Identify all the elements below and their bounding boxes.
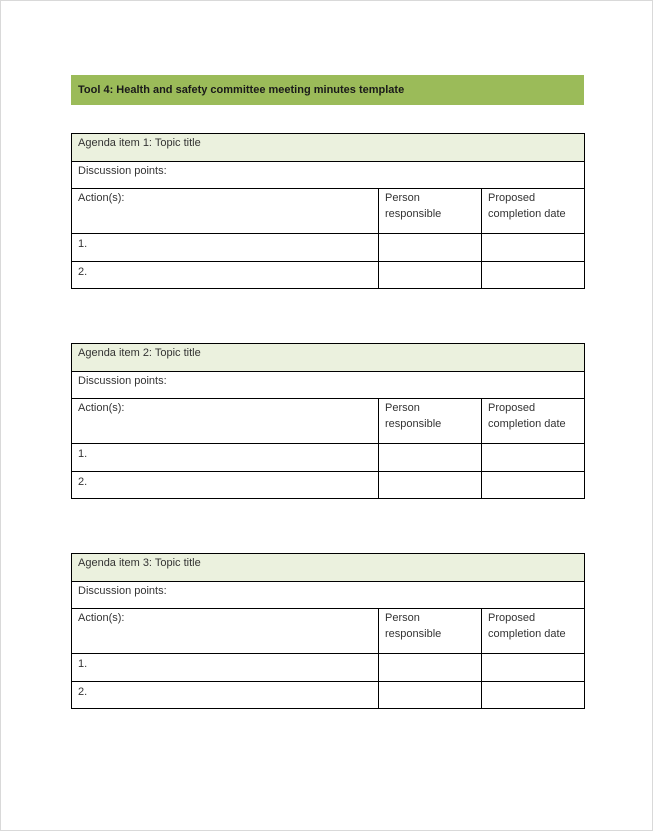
action-row (72, 682, 585, 709)
discussion-row (72, 372, 585, 399)
discussion-points-cell[interactable]: Discussion points: (72, 162, 585, 189)
action-cell[interactable]: 1. (72, 654, 379, 682)
date-cell[interactable] (482, 682, 585, 709)
action-cell[interactable]: 2. (72, 682, 379, 709)
person-cell[interactable] (379, 654, 482, 682)
action-row (72, 262, 585, 289)
date-cell[interactable] (482, 444, 585, 472)
person-cell[interactable] (379, 444, 482, 472)
action-header-row (72, 609, 585, 654)
date-cell[interactable] (482, 262, 585, 289)
action-cell[interactable]: 1. (72, 444, 379, 472)
actions-header[interactable]: Action(s): (72, 399, 379, 444)
agenda-table-1 (71, 133, 585, 289)
discussion-row (72, 582, 585, 609)
topic-row (72, 134, 585, 162)
action-cell[interactable]: 2. (72, 262, 379, 289)
discussion-points-cell[interactable]: Discussion points: (72, 372, 585, 399)
agenda-table-3 (71, 553, 585, 709)
topic-title-cell[interactable]: Agenda item 3: Topic title (72, 554, 585, 582)
topic-title-cell[interactable]: Agenda item 1: Topic title (72, 134, 585, 162)
action-row (72, 472, 585, 499)
date-cell[interactable] (482, 654, 585, 682)
completion-date-header[interactable]: Proposed completion date (482, 609, 585, 654)
document-title: Tool 4: Health and safety committee meeting minutes template (71, 75, 584, 105)
discussion-points-cell[interactable]: Discussion points: (72, 582, 585, 609)
action-cell[interactable]: 1. (72, 234, 379, 262)
person-responsible-header[interactable]: Person responsible (379, 399, 482, 444)
discussion-row (72, 162, 585, 189)
date-cell[interactable] (482, 234, 585, 262)
person-cell[interactable] (379, 682, 482, 709)
action-row (72, 654, 585, 682)
action-header-row (72, 189, 585, 234)
action-row (72, 234, 585, 262)
agenda-table-2 (71, 343, 585, 499)
person-cell[interactable] (379, 472, 482, 499)
date-cell[interactable] (482, 472, 585, 499)
topic-row (72, 344, 585, 372)
person-cell[interactable] (379, 234, 482, 262)
completion-date-header[interactable]: Proposed completion date (482, 189, 585, 234)
actions-header[interactable]: Action(s): (72, 189, 379, 234)
actions-header[interactable]: Action(s): (72, 609, 379, 654)
person-cell[interactable] (379, 262, 482, 289)
completion-date-header[interactable]: Proposed completion date (482, 399, 585, 444)
topic-row (72, 554, 585, 582)
action-cell[interactable]: 2. (72, 472, 379, 499)
action-header-row (72, 399, 585, 444)
action-row (72, 444, 585, 472)
person-responsible-header[interactable]: Person responsible (379, 609, 482, 654)
topic-title-cell[interactable]: Agenda item 2: Topic title (72, 344, 585, 372)
person-responsible-header[interactable]: Person responsible (379, 189, 482, 234)
